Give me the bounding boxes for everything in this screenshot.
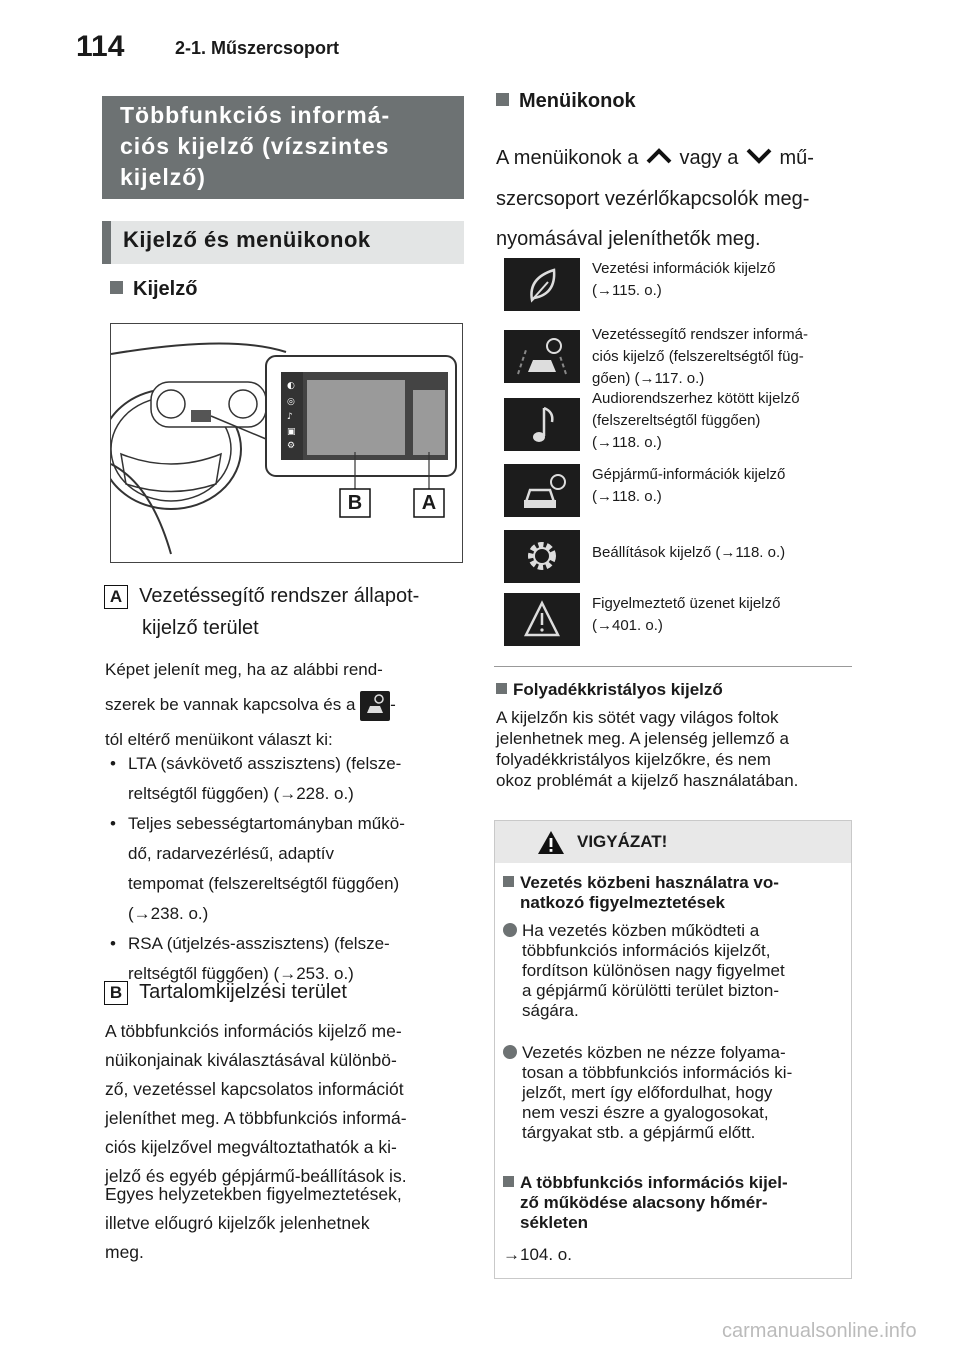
leaf-icon bbox=[504, 258, 580, 311]
warning-triangle-icon bbox=[537, 830, 565, 860]
para-line: nüikonjainak kiválasztásával különbö- bbox=[105, 1050, 397, 1070]
caution-point-line: nem veszi észre a gyalogosokat, bbox=[522, 1103, 769, 1122]
item-a-title-line: Vezetéssegítő rendszer állapot- bbox=[139, 585, 420, 607]
lcd-heading-text: Folyadékkristályos kijelző bbox=[513, 680, 723, 699]
caution-point-1 bbox=[503, 921, 843, 1021]
menu-item-line: Audiorendszerhez kötött kijelző bbox=[592, 390, 800, 407]
round-bullet-icon bbox=[503, 1045, 517, 1059]
figure-label-b: B bbox=[347, 492, 363, 514]
page-number: 114 bbox=[76, 30, 125, 63]
menu-intro-text: mű- bbox=[779, 147, 814, 169]
label-a-box: A bbox=[104, 585, 128, 609]
caution-point-line: jelzőt, mert így előfordulhat, hogy bbox=[522, 1083, 773, 1102]
item-b-para2 bbox=[105, 1180, 470, 1267]
svg-text:◎: ◎ bbox=[287, 397, 295, 407]
caution-point-line: Ha vezetés közben működteti a bbox=[522, 921, 760, 940]
intro-line: Képet jelenít meg, ha az alábbi rend- bbox=[105, 660, 383, 679]
caution-header bbox=[495, 821, 851, 863]
item-a-bullets bbox=[106, 749, 466, 989]
lcd-heading bbox=[496, 680, 723, 700]
caution-point-line: Vezetés közben ne nézze folyama- bbox=[522, 1043, 786, 1062]
bullet-line: tempomat (felszereltségtől függően) bbox=[128, 874, 400, 893]
para-line: Egyes helyzetekben figyelmeztetések, bbox=[105, 1184, 402, 1204]
chevron-down-icon bbox=[744, 139, 774, 179]
music-note-icon bbox=[504, 398, 580, 451]
warning-icon bbox=[504, 593, 580, 646]
menu-heading-text: Menüikonok bbox=[519, 90, 636, 112]
bullet-item bbox=[106, 749, 466, 809]
menu-item-line: Beállítások kijelző (→118. o.) bbox=[592, 544, 786, 561]
bullet-line: • Teljes sebességtartományban műkö- bbox=[128, 814, 405, 833]
caution-point-line: tárgyakat stb. a gépjármű előtt. bbox=[522, 1123, 756, 1142]
para-line: jelző és egyéb gépjármű-beállítások is. bbox=[105, 1166, 407, 1186]
bullet-line: reltségtől függően) (→228. o.) bbox=[128, 784, 354, 803]
menu-item-text bbox=[592, 388, 856, 454]
caution-heading-line: Vezetés közbeni használatra vo- bbox=[520, 873, 779, 892]
square-bullet-icon bbox=[496, 93, 509, 106]
square-bullet-icon bbox=[496, 683, 507, 694]
chapter-title: 2-1. Műszercsoport bbox=[175, 38, 340, 58]
caution-point-line: többfunkciós információs kijelzőt, bbox=[522, 941, 771, 960]
svg-text:♪: ♪ bbox=[287, 412, 293, 422]
dashboard-figure bbox=[110, 323, 463, 563]
driver-assist-icon bbox=[360, 691, 390, 721]
para-line: jeleníthet meg. A többfunkciós informá- bbox=[105, 1108, 407, 1128]
caution-point-line: ságára. bbox=[522, 1001, 579, 1020]
lcd-text bbox=[496, 707, 861, 791]
caution-heading-line: natkozó figyelmeztetések bbox=[520, 893, 726, 912]
bullet-line: (→238. o.) bbox=[128, 904, 209, 923]
watermark: carmanualsonline.info bbox=[722, 1320, 917, 1342]
lcd-line: jelenhetnek meg. A jelenség jellemző a bbox=[496, 729, 789, 748]
menu-item-line: (felszereltségtől függően) bbox=[592, 412, 761, 429]
section-title-line: kijelző) bbox=[120, 164, 206, 190]
caution-heading-1 bbox=[503, 873, 843, 913]
item-b-title bbox=[104, 976, 464, 1008]
car-info-icon bbox=[504, 464, 580, 517]
menu-item-line: (→401. o.) bbox=[592, 617, 663, 634]
intro-line: szerek be vannak kapcsolva és a bbox=[105, 695, 356, 714]
intro-line-end: - bbox=[390, 695, 396, 714]
round-bullet-icon bbox=[503, 923, 517, 937]
menu-item-line: (→118. o.) bbox=[592, 488, 662, 505]
caution-point-line: fordítson különösen nagy figyelmet bbox=[522, 961, 785, 980]
menu-item-line: Gépjármű-információk kijelző bbox=[592, 466, 786, 483]
driver-assist-icon bbox=[504, 330, 580, 383]
bullet-line: • LTA (sávkövető asszisztens) (felsze- bbox=[128, 754, 402, 773]
item-b-para1 bbox=[105, 1017, 470, 1191]
caution-heading-line: ző működése alacsony hőmér- bbox=[520, 1193, 768, 1212]
section-title-line: Többfunkciós informá- bbox=[120, 102, 391, 128]
menu-intro-line: nyomásával jeleníthetők meg. bbox=[496, 227, 761, 250]
item-a-title bbox=[104, 580, 464, 644]
menu-item-text bbox=[592, 542, 856, 564]
menu-item-line: Vezetéssegítő rendszer informá- bbox=[592, 326, 808, 343]
display-heading-text: Kijelző bbox=[133, 278, 198, 300]
menu-item-line: (→115. o.) bbox=[592, 282, 662, 299]
item-b-title-text: Tartalomkijelzési terület bbox=[139, 981, 347, 1003]
menu-intro-text: vagy a bbox=[679, 147, 739, 169]
menu-item-line: Vezetési információk kijelző bbox=[592, 260, 776, 277]
square-bullet-icon bbox=[110, 281, 123, 294]
caution-box bbox=[494, 820, 852, 1279]
lcd-line: folyadékkristályos kijelzőkre, és nem bbox=[496, 750, 771, 769]
svg-text:⚙: ⚙ bbox=[287, 441, 296, 451]
item-a-intro bbox=[105, 652, 465, 757]
para-line: A többfunkciós információs kijelző me- bbox=[105, 1021, 402, 1041]
divider bbox=[494, 666, 852, 667]
menu-item-text bbox=[592, 324, 856, 390]
label-b-box: B bbox=[104, 981, 128, 1005]
svg-text:◐: ◐ bbox=[287, 381, 295, 391]
para-line: illetve előugró kijelzők jelenhetnek bbox=[105, 1213, 370, 1233]
menu-item-text bbox=[592, 464, 856, 508]
intro-line: tól eltérő menüikont választ ki: bbox=[105, 730, 333, 749]
item-a-title-line: kijelző terület bbox=[142, 617, 259, 639]
caution-point-line: tosan a többfunkciós információs ki- bbox=[522, 1063, 793, 1082]
menu-item-line: ciós kijelző (felszereltségtől füg- bbox=[592, 348, 804, 365]
gear-icon bbox=[504, 530, 580, 583]
figure-label-a: A bbox=[421, 492, 437, 514]
display-heading bbox=[110, 278, 197, 301]
chevron-up-icon bbox=[644, 139, 674, 179]
menu-heading bbox=[496, 90, 636, 113]
caution-heading-line: sékleten bbox=[520, 1213, 589, 1232]
menu-item-line: (→118. o.) bbox=[592, 434, 662, 451]
para-line: ző, vezetéssel kapcsolatos információt bbox=[105, 1079, 404, 1099]
menu-intro bbox=[496, 138, 866, 259]
menu-item-line: Figyelmeztető üzenet kijelző bbox=[592, 595, 781, 612]
bullet-item bbox=[106, 809, 466, 929]
menu-item-text bbox=[592, 593, 856, 637]
subsection-title: Kijelző és menüikonok bbox=[102, 221, 464, 264]
bullet-line: dő, radarvezérlésű, adaptív bbox=[128, 844, 335, 863]
menu-intro-text: A menüikonok a bbox=[496, 147, 639, 169]
para-line: ciós kijelzővel megváltoztathatók a ki- bbox=[105, 1137, 397, 1157]
section-title bbox=[102, 96, 464, 199]
bullet-line: • RSA (útjelzés-asszisztens) (felsze- bbox=[128, 934, 390, 953]
section-title-line: ciós kijelző (vízszintes bbox=[120, 133, 390, 159]
menu-item-text bbox=[592, 258, 856, 302]
caution-title: VIGYÁZAT! bbox=[577, 832, 668, 851]
lcd-line: A kijelzőn kis sötét vagy világos foltok bbox=[496, 708, 779, 727]
caution-heading-2 bbox=[503, 1173, 843, 1233]
lcd-line: okoz problémát a kijelző használatában. bbox=[496, 771, 799, 790]
caution-point-line: a gépjármű körülötti terület bizton- bbox=[522, 981, 780, 1000]
caution-ref: →104. o. bbox=[503, 1245, 572, 1264]
menu-intro-line: szercsoport vezérlőkapcsolók meg- bbox=[496, 187, 810, 210]
bullet-line: reltségtől függően) (→253. o.) bbox=[128, 964, 354, 983]
square-bullet-icon bbox=[503, 1176, 514, 1187]
para-line: meg. bbox=[105, 1242, 144, 1262]
menu-item-line: gően) (→117. o.) bbox=[592, 370, 705, 387]
dashboard-illustration bbox=[111, 324, 462, 562]
svg-text:▣: ▣ bbox=[287, 427, 296, 437]
caution-point-2 bbox=[503, 1043, 843, 1143]
square-bullet-icon bbox=[503, 876, 514, 887]
caution-heading-line: A többfunkciós információs kijel- bbox=[520, 1173, 788, 1192]
